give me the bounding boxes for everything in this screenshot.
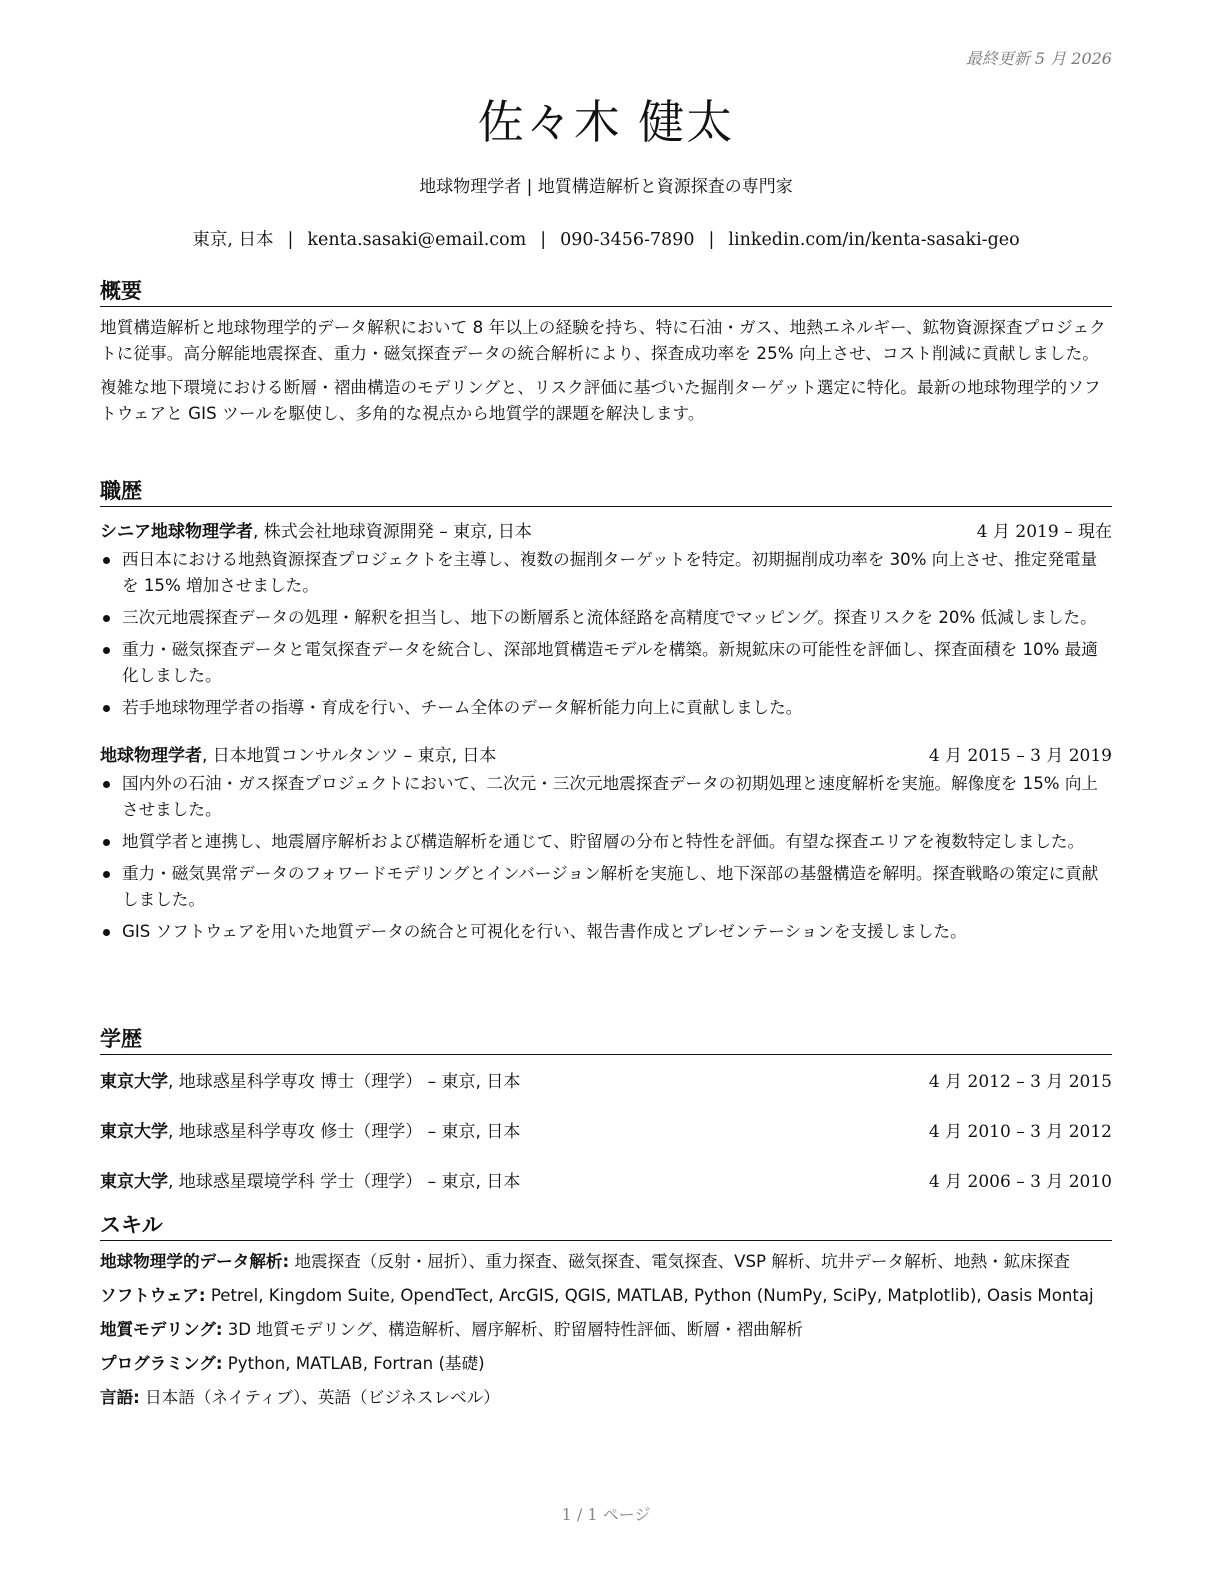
job-company: , 日本地質コンサルタンツ – 東京, 日本 [202, 746, 497, 766]
job-role: シニア地球物理学者 [100, 522, 253, 542]
education-degree: , 地球惑星環境学科 学士（理学） – 東京, 日本 [168, 1172, 521, 1192]
contact-separator: | [708, 230, 715, 250]
education-entry [100, 1169, 1112, 1195]
job-dates: 4 月 2015 – 3 月 2019 [928, 746, 1112, 766]
contact-line [100, 226, 1112, 251]
section-title-education: 学歴 [100, 1026, 1112, 1055]
headline: 地球物理学者 | 地質構造解析と資源探査の専門家 [419, 177, 793, 197]
job-bullet: 三次元地震探査データの処理・解釈を担当し、地下の断層系と流体経路を高精度でマッピング。探査リスクを 20% 低減しました。 [100, 605, 1112, 631]
skill-value: Petrel, Kingdom Suite, OpendTect, ArcGIS, QGIS, MATLAB, Python (NumPy, SciPy, Matplotlib), Oasis Montaj [205, 1286, 1094, 1305]
education-dates: 4 月 2012 – 3 月 2015 [928, 1072, 1112, 1092]
job-entry [100, 519, 1112, 721]
skill-label: 言語: [100, 1388, 140, 1407]
job-bullet: 重力・磁気異常データのフォワードモデリングとインバージョン解析を実施し、地下深部の基盤構造を解明。探査戦略の策定に貢献しました。 [100, 861, 1112, 913]
section-title-summary: 概要 [100, 278, 1112, 307]
skills-section [100, 1212, 1112, 1411]
job-bullet: 重力・磁気探査データと電気探査データを統合し、深部地質構造モデルを構築。新規鉱床の可能性を評価し、探査面積を 10% 最適化しました。 [100, 637, 1112, 689]
education-degree: , 地球惑星科学専攻 博士（理学） – 東京, 日本 [168, 1072, 521, 1092]
education-section [100, 1026, 1112, 1195]
contact-location: 東京, 日本 [192, 230, 274, 250]
job-bullet: 国内外の石油・ガス探査プロジェクトにおいて、二次元・三次元地震探査データの初期処理と速度解析を実施。解像度を 15% 向上させました。 [100, 771, 1112, 823]
job-header [100, 519, 1112, 545]
job-entry [100, 743, 1112, 945]
contact-email[interactable]: kenta.sasaki@email.com [307, 230, 527, 250]
job-header [100, 743, 1112, 769]
skill-label: ソフトウェア: [100, 1286, 206, 1305]
resume-page [100, 0, 1112, 1584]
job-bullets [100, 771, 1112, 945]
job-dates: 4 月 2019 – 現在 [976, 522, 1112, 542]
last-updated: 最終更新 5 月 2026 [965, 49, 1112, 68]
page-number: 1 / 1 ページ [561, 1505, 651, 1524]
job-role: 地球物理学者 [100, 746, 202, 766]
skill-item [100, 1283, 1112, 1309]
skill-label: 地球物理学的データ解析: [100, 1252, 290, 1271]
education-entry [100, 1119, 1112, 1145]
job-bullet: GIS ソフトウェアを用いた地質データの統合と可視化を行い、報告書作成とプレゼンテーションを支援しました。 [100, 919, 1112, 945]
job-bullets [100, 547, 1112, 721]
section-title-experience: 職歴 [100, 478, 1112, 507]
education-entry [100, 1069, 1112, 1095]
skill-value: 3D 地質モデリング、構造解析、層序解析、貯留層特性評価、断層・褶曲解析 [222, 1320, 803, 1339]
skill-value: 日本語（ネイティブ）、英語（ビジネスレベル） [139, 1388, 500, 1407]
experience-section [100, 478, 1112, 951]
skill-value: Python, MATLAB, Fortran (基礎) [222, 1354, 485, 1373]
skill-item [100, 1317, 1112, 1343]
contact-separator: | [540, 230, 547, 250]
skill-item [100, 1249, 1112, 1275]
job-bullet: 西日本における地熱資源探査プロジェクトを主導し、複数の掘削ターゲットを特定。初期掘削成功率を 30% 向上させ、推定発電量を 15% 増加させました。 [100, 547, 1112, 599]
summary-paragraph: 地質構造解析と地球物理学的データ解釈において 8 年以上の経験を持ち、特に石油・ガス、地熱エネルギー、鉱物資源探査プロジェクトに従事。高分解能地震探査、重力・磁気探査データの統合解析により、探査成功率を 25% 向上させ、コスト削減に貢献しました。 [100, 318, 1106, 363]
skill-label: 地質モデリング: [100, 1320, 223, 1339]
education-school: 東京大学 [100, 1072, 168, 1092]
contact-phone[interactable]: 090-3456-7890 [560, 230, 695, 250]
job-company: , 株式会社地球資源開発 – 東京, 日本 [253, 522, 532, 542]
candidate-name: 佐々木 健太 [477, 95, 735, 149]
skill-value: 地震探査（反射・屈折）、重力探査、磁気探査、電気探査、VSP 解析、坑井データ解析、地熱・鉱床探査 [289, 1252, 1071, 1271]
skill-item [100, 1385, 1112, 1411]
job-bullet: 地質学者と連携し、地震層序解析および構造解析を通じて、貯留層の分布と特性を評価。有望な探査エリアを複数特定しました。 [100, 829, 1112, 855]
contact-linkedin[interactable]: linkedin.com/in/kenta-sasaki-geo [728, 230, 1020, 250]
education-dates: 4 月 2006 – 3 月 2010 [928, 1172, 1112, 1192]
contact-separator: | [287, 230, 294, 250]
education-dates: 4 月 2010 – 3 月 2012 [928, 1122, 1112, 1142]
skill-item [100, 1351, 1112, 1377]
education-degree: , 地球惑星科学専攻 修士（理学） – 東京, 日本 [168, 1122, 521, 1142]
skill-label: プログラミング: [100, 1354, 223, 1373]
summary-paragraph: 複雑な地下環境における断層・褶曲構造のモデリングと、リスク評価に基づいた掘削ターゲット選定に特化。最新の地球物理学的ソフトウェアと GIS ツールを駆使し、多角的な視点から地質学的課題を解決します。 [100, 378, 1101, 423]
section-title-skills: スキル [100, 1212, 1112, 1241]
education-school: 東京大学 [100, 1122, 168, 1142]
education-school: 東京大学 [100, 1172, 168, 1192]
summary-section [100, 278, 1112, 427]
job-bullet: 若手地球物理学者の指導・育成を行い、チーム全体のデータ解析能力向上に貢献しました。 [100, 695, 1112, 721]
